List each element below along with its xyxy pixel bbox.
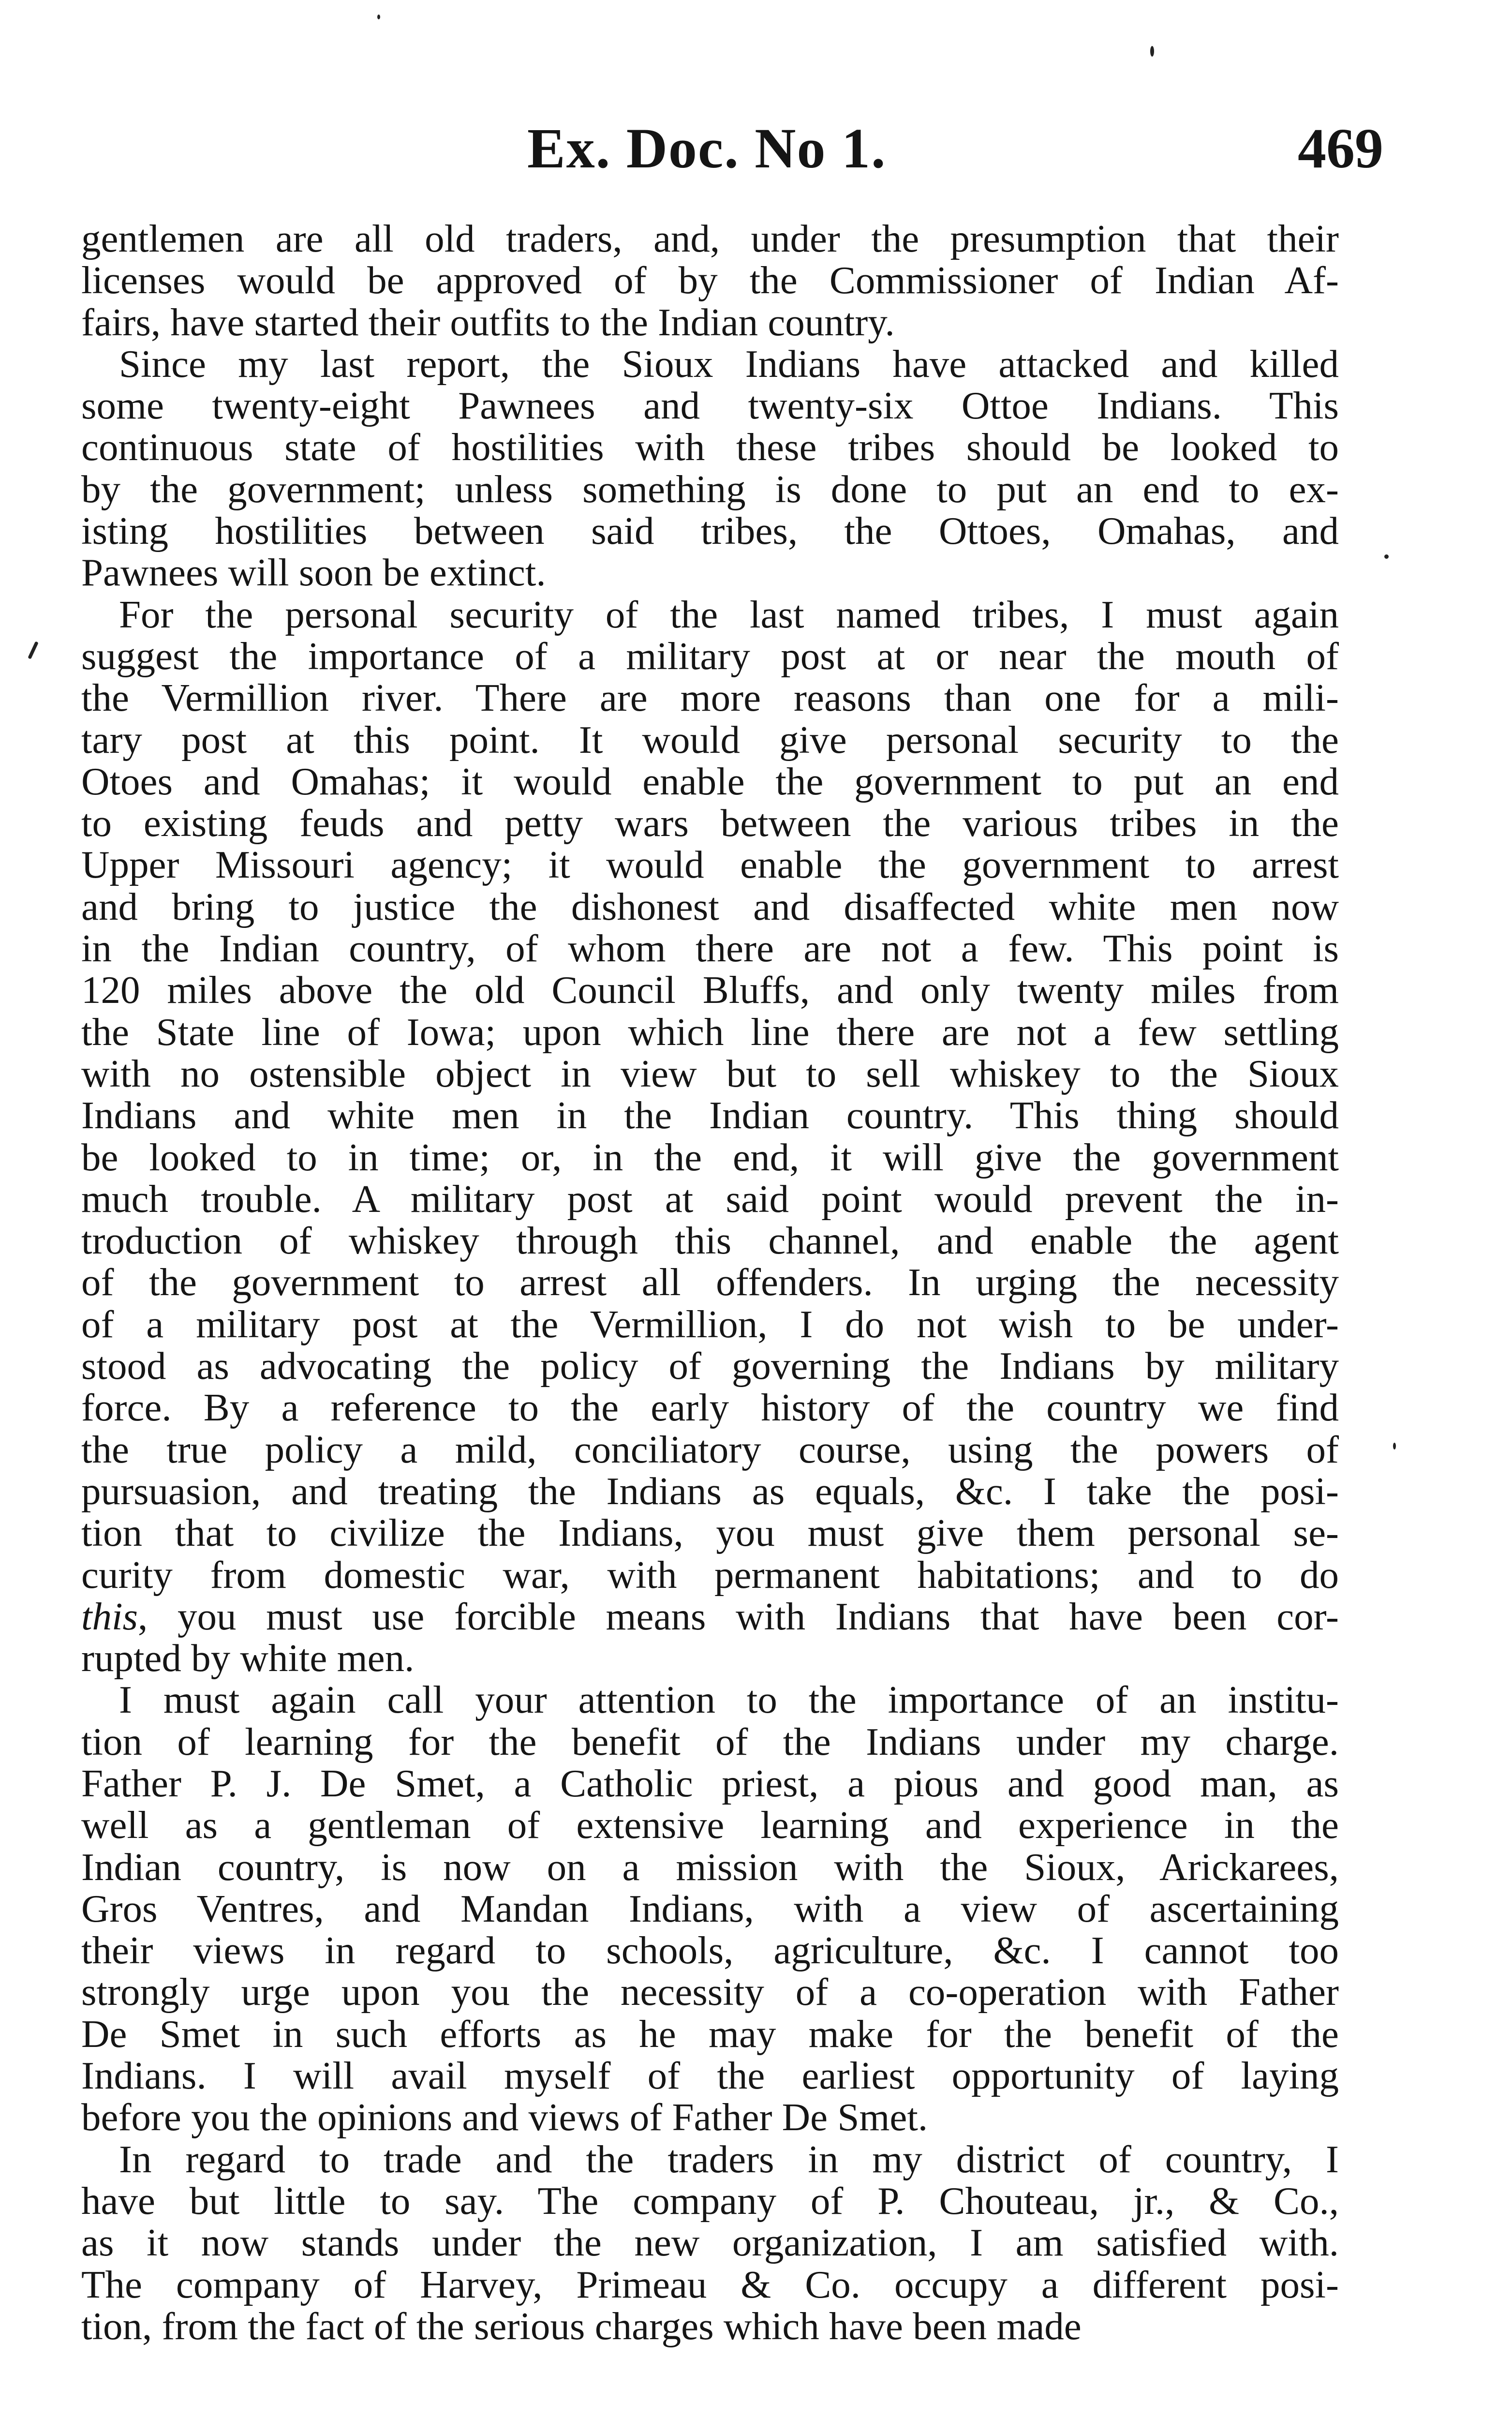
- text-line: De Smet in such efforts as he may make for the benefit of the: [81, 2012, 1339, 2056]
- text-line: Indian country, is now on a mission with the Sioux, Arickarees,: [81, 1845, 1339, 1889]
- text-line: by the government; unless something is done to put an end to ex-: [81, 467, 1339, 511]
- scan-speck: [377, 15, 380, 19]
- text-line: of a military post at the Vermillion, I do not wish to be under-: [81, 1302, 1339, 1346]
- scan-speck: [1384, 554, 1389, 559]
- text-line: For the personal security of the last named tribes, I must again: [119, 592, 1339, 636]
- text-line: as it now stands under the new organization, I am satisfied with.: [81, 2221, 1339, 2265]
- text-line: some twenty-eight Pawnees and twenty-six Ottoe Indians. This: [81, 384, 1339, 428]
- paragraph: [81, 594, 1339, 1679]
- text-line: much trouble. A military post at said point would prevent the in-: [81, 1177, 1339, 1221]
- text-line: curity from domestic war, with permanent habitations; and to do: [81, 1553, 1339, 1597]
- body-text: [81, 218, 1339, 2347]
- text-line: force. By a reference to the early history of the country we find: [81, 1386, 1339, 1430]
- text-line: tary post at this point. It would give personal security to the: [81, 717, 1339, 762]
- text-line: Since my last report, the Sioux Indians have attacked and killed: [119, 342, 1339, 386]
- text-line: Pawnees will soon be extinct.: [81, 551, 546, 595]
- text-line: have but little to say. The company of P. Chouteau, jr., & Co.,: [81, 2179, 1339, 2223]
- text-line: pursuasion, and treating the Indians as equals, &c. I take the posi-: [81, 1469, 1339, 1513]
- text-line: rupted by white men.: [81, 1636, 415, 1680]
- text-line: tion of learning for the benefit of the Indians under my charge.: [81, 1719, 1339, 1763]
- text-line: suggest the importance of a military post at or near the mouth of: [81, 634, 1339, 678]
- text-line: the true policy a mild, conciliatory course, using the powers of: [81, 1427, 1339, 1471]
- text-line: The company of Harvey, Primeau & Co. occupy a different posi-: [81, 2262, 1339, 2306]
- text-line: Father P. J. De Smet, a Catholic priest, a pious and good man, as: [81, 1761, 1339, 1805]
- text-line: be looked to in time; or, in the end, it will give the government: [81, 1135, 1339, 1179]
- text-line: tion, from the fact of the serious charges which have been made: [81, 2304, 1082, 2348]
- text-line: strongly urge upon you the necessity of a co-operation with Father: [81, 1970, 1339, 2014]
- text-line: this, you must use forcible means with Indians that have been cor-: [81, 1594, 1339, 1638]
- text-line: troduction of whiskey through this channel, and enable the agent: [81, 1219, 1339, 1263]
- text-line: tion that to civilize the Indians, you must give them personal se-: [81, 1511, 1339, 1555]
- scan-speck: [1393, 1443, 1396, 1449]
- paragraph: [81, 1679, 1339, 2138]
- text-line: gentlemen are all old traders, and, under the presumption that their: [81, 217, 1339, 260]
- text-line: to existing feuds and petty wars between the various tribes in the: [81, 801, 1339, 845]
- text-line: Gros Ventres, and Mandan Indians, with a view of ascertaining: [81, 1886, 1339, 1930]
- text-line: and bring to justice the dishonest and disaffected white men now: [81, 884, 1339, 928]
- text-line: the State line of Iowa; upon which line there are not a few settling: [81, 1010, 1339, 1054]
- scan-speck: [28, 641, 38, 659]
- text-line: I must again call your attention to the importance of an institu-: [119, 1678, 1339, 1722]
- text-line: In regard to trade and the traders in my district of country, I: [119, 2137, 1339, 2181]
- text-line: stood as advocating the policy of governing the Indians by military: [81, 1344, 1339, 1388]
- document-title: Ex. Doc. No 1.: [527, 117, 887, 180]
- text-line: fairs, have started their outfits to the Indian country.: [81, 300, 895, 344]
- text-line: licenses would be approved of by the Commissioner of Indian Af-: [81, 258, 1339, 302]
- running-head: [489, 112, 1383, 185]
- paragraph: [81, 343, 1339, 594]
- text-line: continuous state of hostilities with these tribes should be looked to: [81, 425, 1339, 469]
- paragraph: [81, 218, 1339, 343]
- text-line: their views in regard to schools, agriculture, &c. I cannot too: [81, 1928, 1339, 1972]
- text-line: Indians and white men in the Indian country. This thing should: [81, 1093, 1339, 1137]
- page-number: 469: [1298, 117, 1383, 180]
- text-line: of the government to arrest all offenders. In urging the necessity: [81, 1260, 1339, 1304]
- text-line: in the Indian country, of whom there are not a few. This point is: [81, 926, 1339, 971]
- text-line: the Vermillion river. There are more reasons than one for a mili-: [81, 676, 1339, 720]
- scan-speck: [1150, 46, 1154, 57]
- text-line: well as a gentleman of extensive learning and experience in the: [81, 1803, 1339, 1847]
- text-line: Otoes and Omahas; it would enable the government to put an end: [81, 759, 1339, 803]
- text-line: Upper Missouri agency; it would enable the government to arrest: [81, 843, 1339, 887]
- text-line: 120 miles above the old Council Bluffs, and only twenty miles from: [81, 968, 1339, 1012]
- text-line: before you the opinions and views of Father De Smet.: [81, 2095, 928, 2139]
- text-line: with no ostensible object in view but to sell whiskey to the Sioux: [81, 1051, 1339, 1095]
- paragraph: [81, 2138, 1339, 2347]
- text-line: isting hostilities between said tribes, the Ottoes, Omahas, and: [81, 509, 1339, 553]
- text-line: Indians. I will avail myself of the earliest opportunity of laying: [81, 2054, 1339, 2098]
